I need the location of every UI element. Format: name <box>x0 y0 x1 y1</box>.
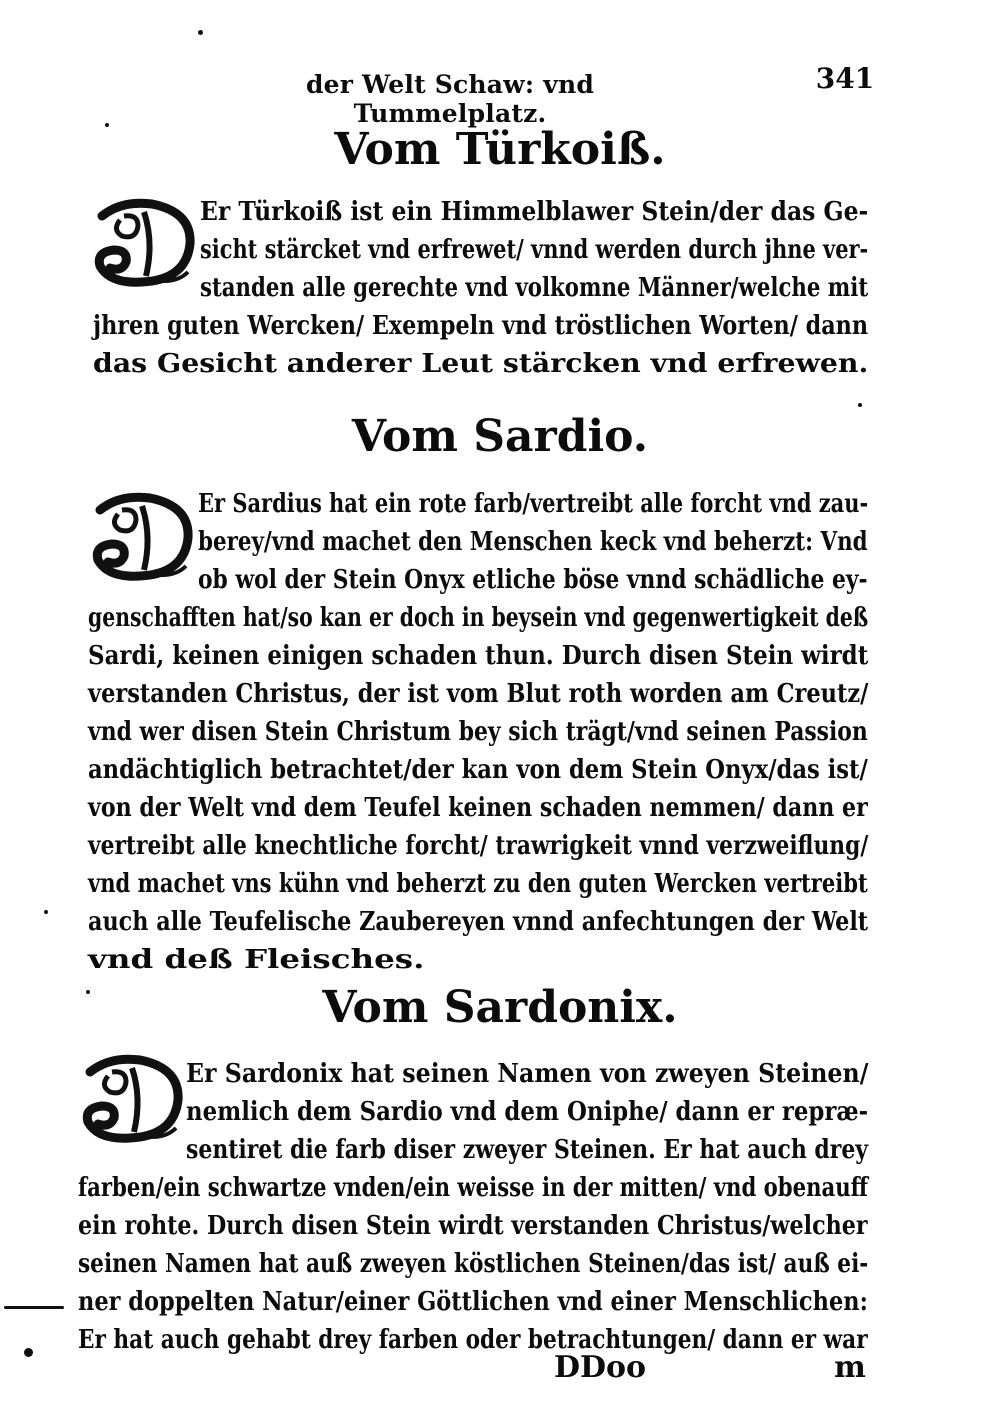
scan-speck <box>198 30 203 35</box>
text-line: das Gesicht anderer Leut stärcken vnd erfrewen. <box>93 349 869 379</box>
text-line: genschafften hat/so kan er doch in beysein vnd gegenwertigkeit deß <box>88 603 869 633</box>
section-title-sardonix: Vom Sardonix. <box>322 982 678 1033</box>
scan-speck <box>44 910 48 914</box>
text-line: berey/vnd machet den Menschen keck vnd beherzt: Vnd <box>198 527 868 557</box>
scan-speck <box>858 403 862 407</box>
text-line: farben/ein schwartze vnden/ein weisse in der mitten/ vnd obenauff <box>78 1173 869 1203</box>
text-line: verstanden Christus, der ist vom Blut roth worden am Creutz/ <box>88 679 869 709</box>
text-line: vnd deß Fleisches. <box>88 945 425 975</box>
scan-speck <box>24 1348 33 1357</box>
scan-smudge <box>4 1306 64 1309</box>
text-line: Sardi, keinen einigen schaden thun. Durch disen Stein wirdt <box>88 641 869 671</box>
text-line: ein rohte. Durch disen Stein wirdt verstanden Christus/welcher <box>78 1211 868 1241</box>
page-number: 341 <box>815 62 875 95</box>
text-line: sicht stärcket vnd erfrewet/ vnnd werden durch jhne ver- <box>200 235 869 265</box>
text-line: ob wol der Stein Onyx etliche böse vnnd schädliche ey- <box>198 565 868 595</box>
text-line: Er Türkoiß ist ein Himmelblawer Stein/der das Ge- <box>200 197 869 227</box>
scan-speck <box>105 123 109 127</box>
signature-mark: DDoo <box>553 1350 647 1385</box>
text-line: vnd machet vns kühn vnd beherzt zu den guten Wercken vertreibt <box>88 869 868 899</box>
running-title: der Welt Schaw: vnd Tummelplatz. <box>305 70 595 128</box>
text-line: auch alle Teufelische Zaubereyen vnnd anfechtungen der Welt <box>88 907 869 937</box>
text-line: sentiret die farb diser zweyer Steinen. Er hat auch drey <box>186 1135 869 1165</box>
decorative-initial-d-icon <box>92 196 200 288</box>
text-line: Er Sardonix hat seinen Namen von zweyen Steinen/ <box>186 1059 869 1089</box>
text-line: vnd wer disen Stein Christum bey sich trägt/vnd seinen Passion <box>88 717 868 747</box>
text-line: standen alle gerechte vnd volkomne Männer/welche mit <box>200 273 869 303</box>
decorative-initial-d-2 <box>90 490 198 582</box>
scan-speck <box>86 990 90 994</box>
decorative-initial-d-3 <box>80 1052 188 1144</box>
text-line: seinen Namen hat auß zweyen köstlichen Steinen/das ist/ auß ei- <box>78 1249 869 1279</box>
text-line: Er Sardius hat ein rote farb/vertreibt alle forcht vnd zau- <box>198 489 869 519</box>
text-line: von der Welt vnd dem Teufel keinen schaden nemmen/ dann er <box>88 793 868 823</box>
text-line: andächtiglich betrachtet/der kan von dem Stein Onyx/das ist/ <box>88 755 868 785</box>
text-line: vertreibt alle knechtliche forcht/ trawrigkeit vnnd verzweiflung/ <box>88 831 869 861</box>
section-title-sardio: Vom Sardio. <box>351 411 649 462</box>
decorative-initial-d-icon <box>80 1052 188 1144</box>
section-title-turkois: Vom Türkoiß. <box>334 124 666 175</box>
text-line: jhren guten Wercken/ Exempeln vnd tröstlichen Worten/ dann <box>93 311 869 341</box>
decorative-initial-d-icon <box>90 490 198 582</box>
text-line: ner doppelten Natur/einer Göttlichen vnd einer Menschlichen: <box>78 1287 868 1317</box>
decorative-initial-d-1 <box>92 196 200 288</box>
text-line: nemlich dem Sardio vnd dem Oniphe/ dann er repræ- <box>186 1097 869 1127</box>
catchword: m <box>834 1350 866 1385</box>
text-line: Er hat auch gehabt drey farben oder betrachtungen/ dann er war <box>78 1325 868 1355</box>
